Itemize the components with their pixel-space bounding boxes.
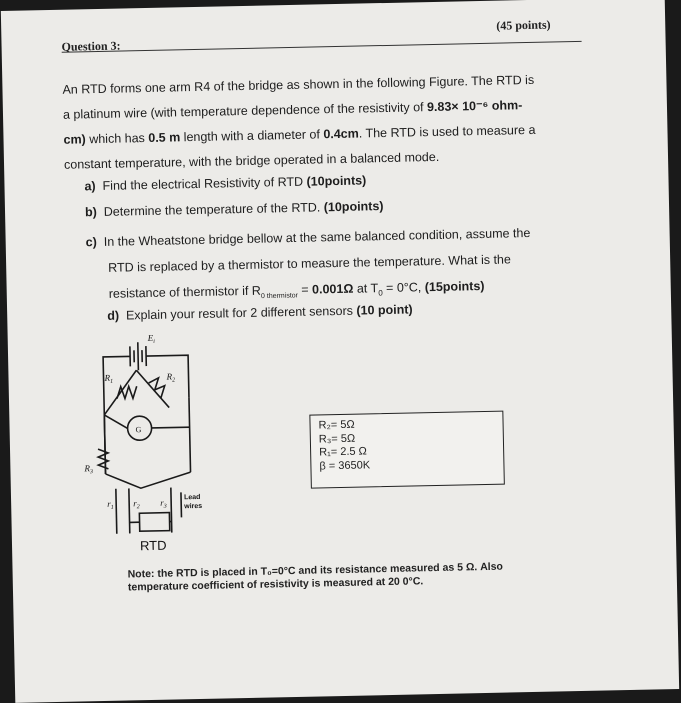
intro-line-3-text-3: . The RTD is used to measure a — [359, 123, 536, 141]
question-sheet — [1, 0, 679, 703]
label-r2: $R_2$ — [165, 371, 175, 383]
galvanometer-right-wire — [152, 427, 190, 428]
item-c-line-3: resistance of thermistor if R — [109, 284, 261, 301]
item-d-points: (10 point) — [356, 302, 413, 317]
item-d-label: d) — [107, 309, 119, 323]
item-b-points: (10points) — [324, 199, 384, 214]
label-wires: wires — [183, 503, 202, 510]
item-c-label: c) — [86, 235, 97, 249]
t0-subscript: 0 — [378, 289, 383, 298]
label-r1-lead: $r_1$ — [107, 499, 114, 511]
thermistor-r0-value: 0.001Ω — [312, 282, 354, 297]
label-r2-lead: $r_2$ — [133, 498, 140, 510]
lower-wire — [106, 472, 191, 489]
item-b-label: b) — [85, 205, 97, 219]
equals-sign: = — [298, 283, 313, 297]
wheatstone-bridge-diagram — [68, 326, 273, 560]
intro-line-1: An RTD forms one arm R4 of the bridge as shown in the following Figure. The RTD is — [62, 67, 592, 103]
item-a-label: a) — [84, 179, 95, 193]
lead-wire-r3 — [171, 488, 172, 533]
item-c — [85, 218, 607, 313]
component-values-box — [309, 411, 505, 489]
item-c-points: (15points) — [425, 279, 485, 294]
item-c-line-1: In the Wheatstone bridge bellow at the same balanced condition, assume the — [104, 226, 531, 249]
label-g: G — [136, 425, 142, 434]
points-label: (45 points) — [496, 18, 551, 34]
item-d-text: Explain your result for 2 different sensors — [126, 304, 357, 323]
intro-line-2-text: a platinum wire (with temperature dependence of the resistivity of — [63, 100, 427, 122]
t0-text: at T — [353, 281, 378, 296]
left-wire — [104, 415, 105, 474]
note-line-1: Note: the RTD is placed in T₀=0°C and its resistance measured as 5 Ω. Also — [128, 561, 504, 582]
r0-subscript: 0 thermistor — [261, 292, 298, 300]
intro-line-4: constant temperature, with the bridge operated in a balanced mode. — [64, 142, 594, 178]
intro-line-3-text: which has — [86, 131, 149, 146]
label-r1: $R_1$ — [103, 373, 113, 385]
t0-value: = 0°C, — [382, 280, 424, 295]
resistivity-value: 9.83× 10⁻⁶ ohm- — [427, 98, 523, 114]
r3-resistor-icon — [98, 449, 108, 469]
label-r3: $R_3$ — [83, 463, 93, 475]
rtd-box — [139, 513, 169, 532]
intro-paragraph — [62, 67, 594, 178]
resistivity-unit-end: cm) — [63, 132, 86, 146]
item-c-line-2: RTD is replaced by a thermistor to measure the temperature. What is the — [108, 252, 511, 274]
value-beta: β = 3650K — [319, 456, 503, 473]
question-title: Question 3: — [61, 39, 120, 55]
diameter-value: 0.4cm — [323, 127, 359, 142]
label-r3-lead: $r_3$ — [160, 498, 167, 510]
item-b-text: Determine the temperature of the RTD. — [104, 200, 324, 219]
item-b — [85, 199, 384, 219]
note-text — [128, 561, 504, 595]
item-a-points: (10points) — [306, 173, 366, 188]
rtd-connections — [130, 522, 172, 523]
value-r3: R₃= 5Ω — [319, 429, 503, 446]
label-rtd: RTD — [140, 538, 167, 554]
intro-line-3-text-2: length with a diameter of — [180, 127, 323, 144]
value-r2: R₂= 5Ω — [318, 416, 502, 433]
value-r1: R₁= 2.5 Ω — [319, 443, 503, 460]
title-underline — [62, 41, 582, 53]
item-a-text: Find the electrical Resistivity of RTD — [102, 175, 306, 193]
lead-wire-r1 — [116, 489, 117, 534]
right-wire — [189, 397, 191, 472]
note-line-2: temperature coefficient of resistivity is measured at 20 0°C. — [128, 574, 504, 595]
lead-bracket — [181, 492, 182, 517]
galvanometer-left-wire — [104, 414, 127, 428]
battery-icon — [130, 342, 147, 370]
label-lead: Lead — [184, 494, 200, 501]
lead-wire-r2 — [129, 488, 130, 533]
length-value: 0.5 m — [148, 130, 180, 145]
label-e: $E_i$ — [147, 333, 156, 345]
